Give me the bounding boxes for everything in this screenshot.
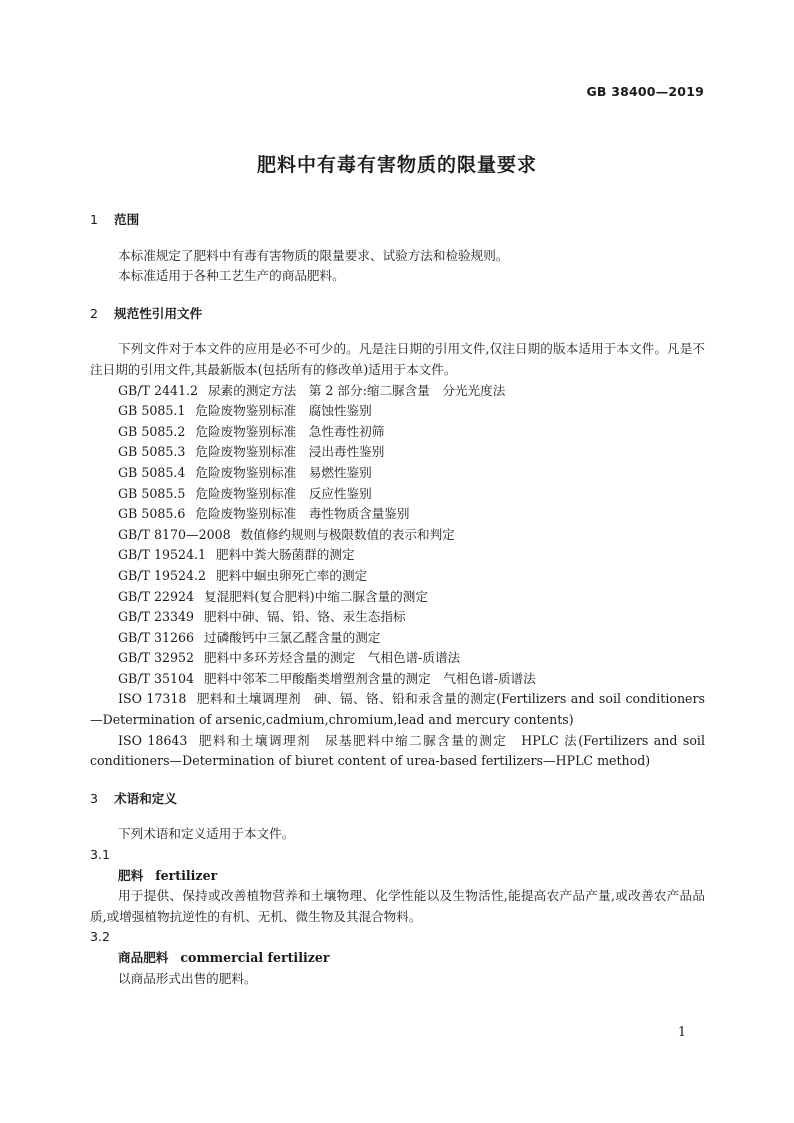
reference-item [90, 463, 705, 484]
reference-item [90, 648, 705, 669]
reference-item [90, 442, 705, 463]
reference-item [90, 731, 705, 772]
section-heading-normative [90, 304, 705, 325]
reference-code: ISO 18643 [118, 732, 188, 748]
reference-title: 危险废物鉴别标准 浸出毒性鉴别 [195, 444, 385, 460]
term-chinese: 肥料 [118, 867, 144, 883]
term-list [90, 845, 705, 989]
reference-item [90, 381, 705, 402]
section-number: 3 [90, 790, 99, 806]
term-english: fertilizer [155, 867, 218, 883]
reference-item [90, 607, 705, 628]
term-definition: 以商品形式出售的肥料。 [118, 970, 257, 986]
section-number: 2 [90, 305, 99, 321]
scope-paragraph: 本标准规定了肥料中有毒有害物质的限量要求、试验方法和检验规则。 [118, 247, 509, 263]
reference-code: GB 5085.6 [118, 506, 186, 522]
document-title: 肥料中有毒有害物质的限量要求 [256, 154, 537, 176]
reference-title: 危险废物鉴别标准 毒性物质含量鉴别 [195, 506, 410, 522]
reference-item [90, 525, 705, 546]
reference-title: 肥料中粪大肠菌群的测定 [216, 547, 355, 563]
page-number: 1 [677, 1024, 686, 1039]
reference-item [90, 566, 705, 587]
reference-code: GB/T 22924 [118, 588, 195, 604]
reference-code: ISO 17318 [118, 691, 187, 707]
reference-title: 肥料中多环芳烃含量的测定 气相色谱-质谱法 [204, 650, 461, 666]
reference-item [90, 401, 705, 422]
reference-title: 肥料中蛔虫卵死亡率的测定 [216, 567, 368, 583]
standard-code: GB 38400—2019 [586, 84, 704, 99]
reference-title: 危险废物鉴别标准 易燃性鉴别 [195, 464, 372, 480]
reference-title: 肥料中砷、镉、铅、铬、汞生态指标 [204, 609, 406, 625]
reference-code: GB/T 31266 [118, 629, 195, 645]
reference-item [90, 669, 705, 690]
term-heading [90, 948, 705, 969]
reference-item [90, 422, 705, 443]
reference-item [90, 689, 705, 730]
section-heading-scope [90, 210, 705, 231]
reference-item [90, 484, 705, 505]
reference-item [90, 587, 705, 608]
section-title: 范围 [114, 212, 140, 227]
reference-title: 肥料和土壤调理剂 砷、镉、铬、铅和汞含量的测定(Fertilizers and soil conditioners—Determination of arsenic,cadmium,chromium,lead and mercury contents) [90, 691, 705, 728]
reference-title: 复混肥料(复合肥料)中缩二脲含量的测定 [204, 588, 428, 604]
reference-title: 危险废物鉴别标准 反应性鉴别 [195, 485, 372, 501]
reference-code: GB/T 2441.2 [118, 382, 199, 398]
reference-item [90, 504, 705, 525]
term-number: 3.1 [90, 847, 111, 863]
reference-code: GB/T 23349 [118, 609, 195, 625]
reference-code: GB 5085.2 [118, 423, 186, 439]
reference-code: GB 5085.3 [118, 444, 186, 460]
terms-intro: 下列术语和定义适用于本文件。 [118, 826, 295, 842]
section-number: 1 [90, 212, 99, 227]
document-body [90, 210, 705, 989]
term-heading [90, 866, 705, 887]
reference-list [90, 381, 705, 772]
reference-code: GB/T 19524.1 [118, 547, 207, 563]
reference-item [90, 545, 705, 566]
reference-item [90, 628, 705, 649]
reference-title: 数值修约规则与极限数值的表示和判定 [240, 526, 455, 542]
scope-paragraph: 本标准适用于各种工艺生产的商品肥料。 [118, 268, 345, 284]
reference-code: GB/T 19524.2 [118, 567, 207, 583]
reference-title: 肥料和土壤调理剂 尿基肥料中缩二脲含量的测定 HPLC 法(Fertilizers and soil conditioners—Determination of biuret content of urea-based fertilizers—HPLC method) [90, 732, 705, 769]
reference-code: GB/T 35104 [118, 670, 195, 686]
reference-title: 危险废物鉴别标准 腐蚀性鉴别 [195, 403, 372, 419]
reference-code: GB 5085.5 [118, 485, 186, 501]
reference-code: GB 5085.1 [118, 403, 186, 419]
term-definition: 用于提供、保持或改善植物营养和土壤物理、化学性能以及生物活性,能提高农产品产量,或改善农产品品质,或增强植物抗逆性的有机、无机、微生物及其混合物料。 [90, 888, 705, 924]
reference-code: GB 5085.4 [118, 464, 186, 480]
section-title: 术语和定义 [114, 790, 177, 806]
reference-code: GB/T 32952 [118, 650, 195, 666]
reference-title: 尿素的测定方法 第 2 部分:缩二脲含量 分光光度法 [208, 382, 506, 398]
reference-title: 肥料中邻苯二甲酸酯类增塑剂含量的测定 气相色谱-质谱法 [204, 670, 536, 686]
term-chinese: 商品肥料 [118, 950, 169, 965]
term-number: 3.2 [90, 929, 111, 945]
normative-intro: 下列文件对于本文件的应用是必不可少的。凡是注日期的引用文件,仅注日期的版本适用于本文件。凡是不注日期的引用文件,其最新版本(包括所有的修改单)适用于本文件。 [90, 341, 705, 377]
reference-code: GB/T 8170—2008 [118, 526, 231, 542]
reference-title: 过磷酸钙中三氯乙醛含量的测定 [204, 629, 381, 645]
section-heading-terms [90, 789, 705, 810]
term-english: commercial fertilizer [180, 950, 330, 965]
section-title: 规范性引用文件 [114, 305, 203, 321]
reference-title: 危险废物鉴别标准 急性毒性初筛 [195, 423, 385, 439]
